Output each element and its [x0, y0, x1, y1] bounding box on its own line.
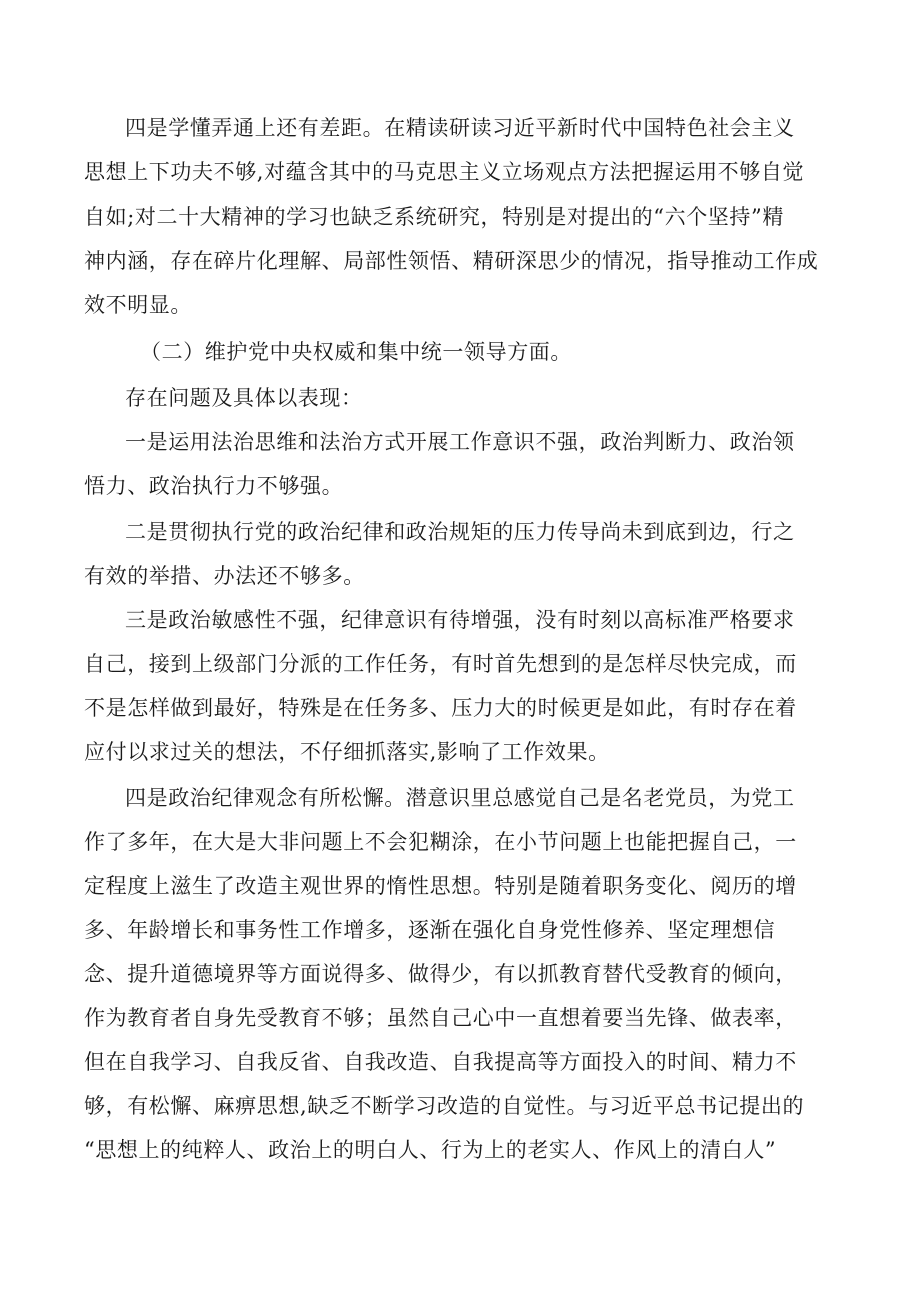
text-line: 作为教育者自身先受教育不够；虽然自己心中一直想着要当先锋、做表率， — [84, 1006, 797, 1030]
text-line: 应付以求过关的想法，不仔细抓落实,影响了工作效果。 — [84, 740, 610, 764]
section-heading: （二）维护党中央权威和集中统一领导方面。 — [140, 340, 572, 364]
text-line: 存在问题及具体以表现： — [125, 386, 363, 410]
text-line: “思想上的纯粹人、政治上的明白人、行为上的老实人、作风上的清白人” — [84, 1138, 777, 1162]
text-line: 一是运用法治思维和法治方式开展工作意识不强，政治判断力、政治领 — [125, 430, 795, 454]
text-line: 多、年龄增长和事务性工作增多，逐渐在强化自身党性修养、坚定理想信 — [84, 918, 776, 942]
text-line: 悟力、政治执行力不够强。 — [84, 474, 344, 498]
text-line: 够，有松懈、麻痹思想,缺乏不断学习改造的自觉性。与习近平总书记提出的 — [84, 1094, 805, 1118]
text-line: 效不明显。 — [84, 293, 192, 317]
text-line: 不是怎样做到最好，特殊是在任务多、压力大的时候更是如此，有时存在着 — [84, 696, 797, 720]
text-line: 自如;对二十大精神的学习也缺乏系统研究，特别是对提出的“六个坚持”精 — [84, 205, 784, 229]
text-line: 定程度上滋生了改造主观世界的惰性思想。特别是随着职务变化、阅历的增 — [84, 874, 797, 898]
text-line: 思想上下功夫不够,对蕴含其中的马克思主义立场观点方法把握运用不够自觉 — [84, 160, 805, 184]
text-line: 四是学懂弄通上还有差距。在精读研读习近平新时代中国特色社会主义 — [125, 116, 795, 140]
text-line: 但在自我学习、自我反省、自我改造、自我提高等方面投入的时间、精力不 — [84, 1050, 797, 1074]
text-line: 有效的举措、办法还不够多。 — [84, 564, 365, 588]
text-line: 四是政治纪律观念有所松懈。潜意识里总感觉自己是名老党员，为党工 — [125, 786, 795, 810]
text-line: 自己，接到上级部门分派的工作任务，有时首先想到的是怎样尽快完成，而 — [84, 652, 797, 676]
text-line: 念、提升道德境界等方面说得多、做得少，有以抓教育替代受教育的倾向， — [84, 962, 797, 986]
text-line: 三是政治敏感性不强，纪律意识有待增强，没有时刻以高标准严格要求 — [125, 608, 795, 632]
text-line: 神内涵，存在碎片化理解、局部性领悟、精研深思少的情况，指导推动工作成 — [84, 249, 819, 273]
text-line: 二是贯彻执行党的政治纪律和政治规矩的压力传导尚未到底到边，行之 — [125, 520, 795, 544]
text-line: 作了多年，在大是大非问题上不会犯糊涂，在小节问题上也能把握自己，一 — [84, 830, 797, 854]
